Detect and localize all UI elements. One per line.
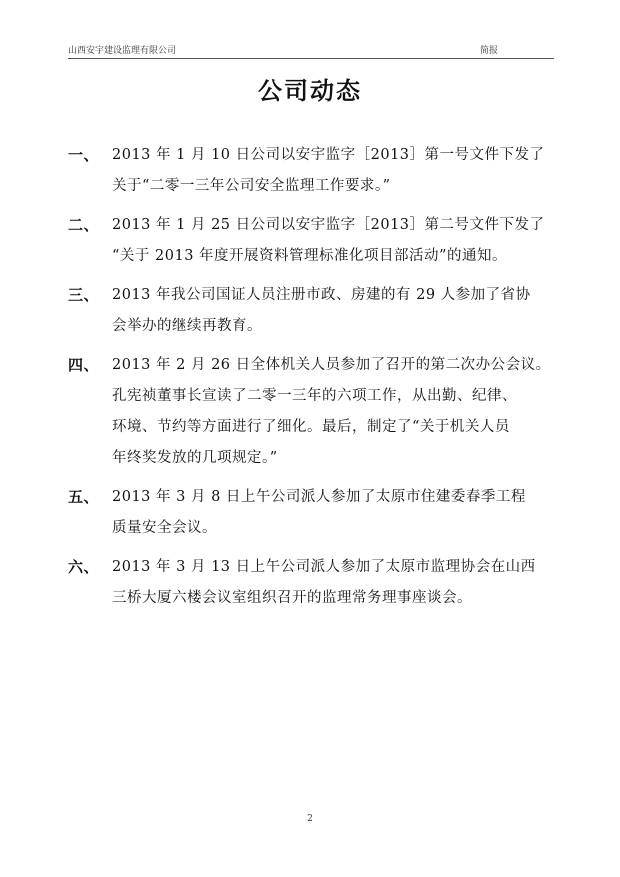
item-text-line: 2013 年我公司国证人员注册市政、房建的有 29 人参加了省协 [112,287,531,303]
item-text-line: 2013 年 2 月 26 日全体机关人员参加了召开的第二次办公会议。 [112,357,551,373]
header-company-name: 山西安宇建设监理有限公司 [68,46,177,56]
item-number: 四、 [68,356,100,374]
item-text-line: 2013 年 3 月 8 日上午公司派人参加了太原市住建委春季工程 [112,489,526,505]
item-text-line: 环境、节约等方面进行了细化。最后，制定了“关于机关人员 [112,419,510,435]
item-text-line: 质量安全会议。 [112,520,217,536]
item-number: 三、 [68,286,100,304]
item-text-line: 关于“二零一三年公司安全监理工作要求。” [112,178,391,194]
item-text-line: 三桥大厦六楼会议室组织召开的监理常务理事座谈会。 [112,590,472,606]
item-text-line: 2013 年 1 月 25 日公司以安宇监字［2013］第二号文件下发了 [112,217,545,233]
header-divider [68,58,554,59]
news-item [68,280,568,342]
item-text-line: 2013 年 1 月 10 日公司以安宇监字［2013］第一号文件下发了 [112,147,545,163]
news-item [68,210,568,272]
item-text-line: 会举办的继续再教育。 [112,318,262,334]
news-item [68,350,568,474]
news-item [68,552,568,614]
page-header [68,44,554,58]
news-item [68,482,568,544]
news-item [68,140,568,202]
item-number: 五、 [68,488,100,506]
item-text-line: 年终奖发放的几项规定。” [112,450,278,466]
item-number: 六、 [68,558,100,576]
news-list [68,140,568,622]
page-number: 2 [307,814,313,824]
item-number: 二、 [68,216,100,234]
item-text-line: 2013 年 3 月 13 日上午公司派人参加了太原市监理协会在山西 [112,559,536,575]
item-text-line: “关于 2013 年度开展资料管理标准化项目部活动”的通知。 [112,248,507,264]
item-text-line: 孔宪祯董事长宣读了二零一三年的六项工作，从出勤、纪律、 [112,388,517,404]
page-title: 公司动态 [258,77,362,105]
item-number: 一、 [68,146,100,164]
header-section-label: 简报 [480,46,499,56]
